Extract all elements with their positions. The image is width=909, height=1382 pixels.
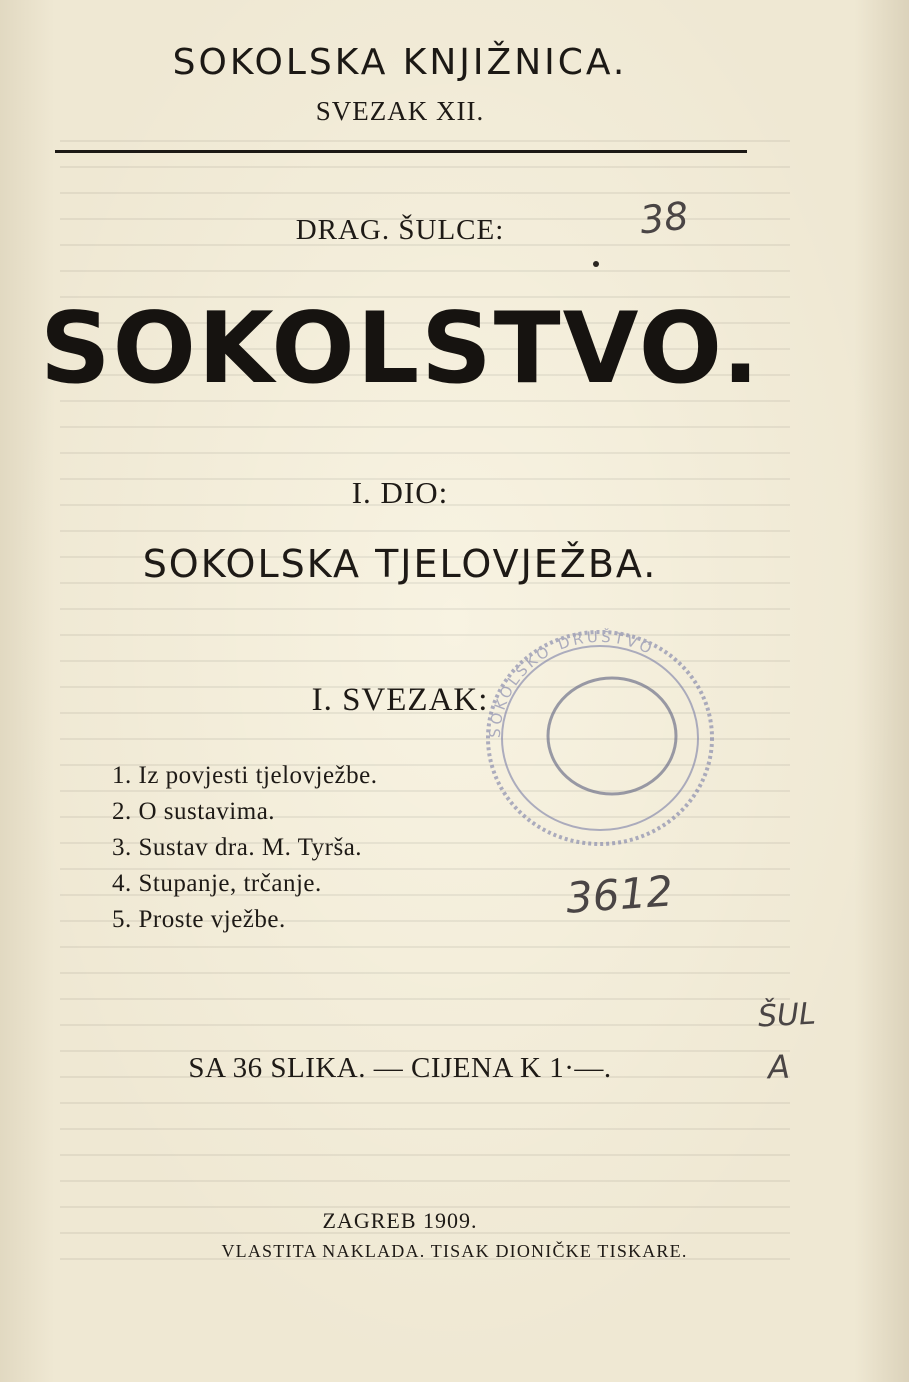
publisher-line: VLASTITA NAKLADA. TISAK DIONIČKE TISKARE.: [221, 1241, 688, 1261]
place-and-year: ZAGREB 1909.: [322, 1208, 478, 1233]
svg-text:SOKOLSKO DRUŠTVO: [486, 627, 657, 739]
handwritten-page-number: 38: [637, 193, 691, 243]
table-of-contents: [112, 758, 378, 938]
book-title: SOKOLSTVO.: [40, 292, 762, 406]
header-divider: [55, 150, 747, 153]
part-label: I. DIO:: [351, 475, 449, 510]
ink-speck: [593, 261, 599, 267]
handwritten-shelf-mark: ŠUL: [757, 996, 817, 1035]
volume-number: SVEZAK XII.: [315, 96, 485, 126]
list-item: 4. Stupanje, trčanje.: [112, 870, 322, 897]
list-item: 5. Proste vježbe.: [112, 906, 286, 933]
issue-label: I. SVEZAK:: [311, 682, 489, 718]
list-item: 3. Sustav dra. M. Tyrša.: [112, 834, 363, 861]
handwritten-inventory-number: 3612: [564, 866, 675, 923]
author-name: DRAG. ŠULCE:: [295, 214, 505, 246]
series-title: SOKOLSKA KNJIŽNICA.: [172, 42, 628, 83]
list-item: 2. O sustavima.: [112, 798, 276, 825]
price-line: SA 36 SLIKA. — CIJENA K 1·—.: [188, 1052, 612, 1084]
book-subtitle: SOKOLSKA TJELOVJEŽBA.: [142, 542, 658, 586]
list-item: 1. Iz povjesti tjelovježbe.: [112, 762, 378, 789]
stamp-text: SOKOLSKO DRUŠTVO: [485, 627, 658, 739]
library-stamp-icon: [470, 618, 730, 858]
handwritten-shelf-letter: A: [767, 1047, 791, 1087]
